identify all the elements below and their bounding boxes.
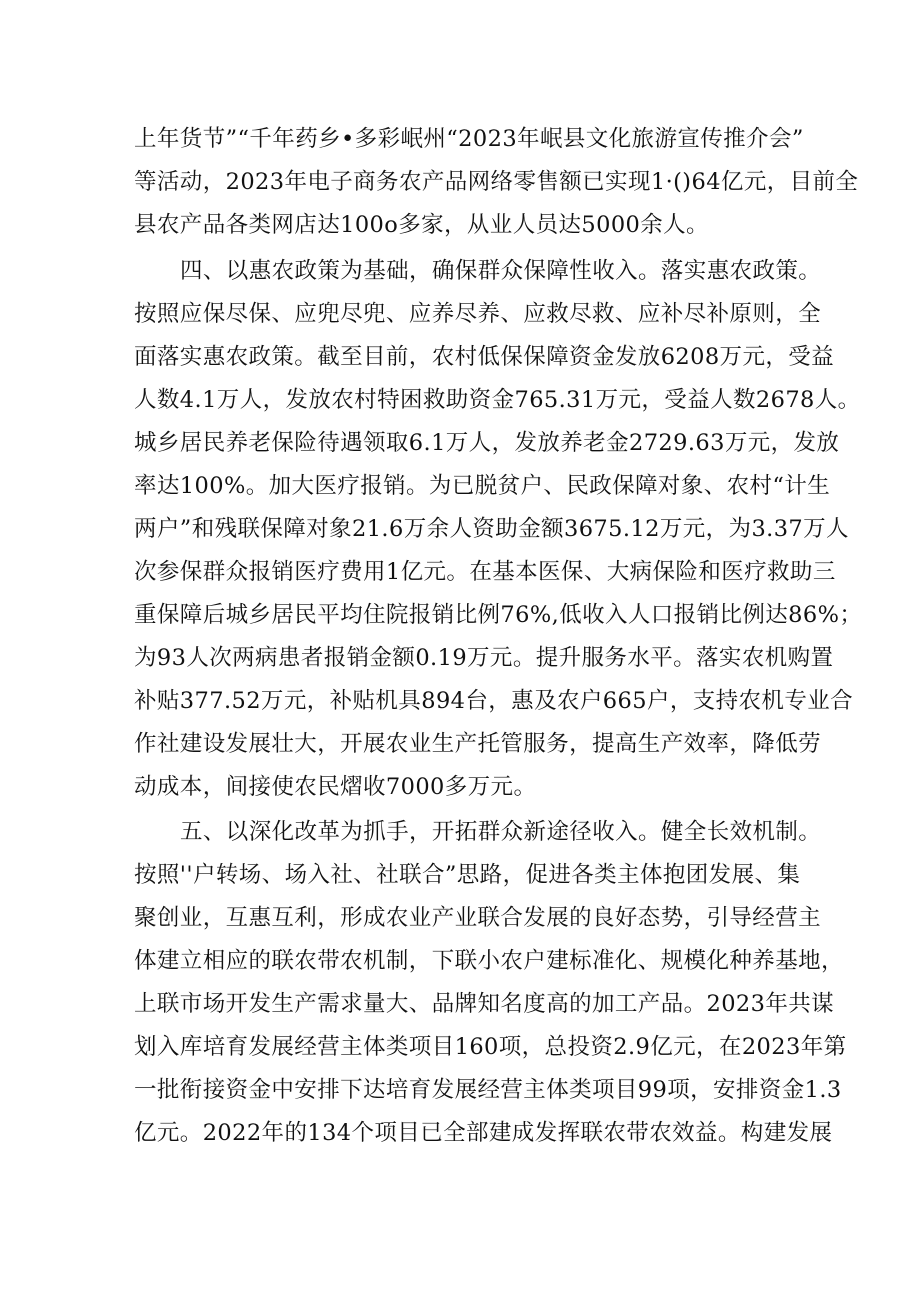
- text-line: 人数4.1万人，发放农村特困救助资金765.31万元，受益人数2678人。: [134, 387, 861, 413]
- text-line: 为93人次两病患者报销金额0.19万元。提升服务水平。落实农机购置: [134, 645, 834, 671]
- text-line: 亿元。2022年的134个项目已全部建成发挥联农带农效益。构建发展: [134, 1120, 833, 1146]
- text-line: 上联市场开发生产需求量大、品牌知名度高的加工产品。2023年共谋: [134, 991, 835, 1017]
- text-line: 重保障后城乡居民平均住院报销比例76%,低收入人口报销比例达86%；: [134, 602, 863, 628]
- text-line: 聚创业，互惠互利，形成农业产业联合发展的良好态势，引导经营主: [134, 905, 822, 931]
- section-heading-line: 五、以深化改革为抓手，开拓群众新途径收入。健全长效机制。: [180, 819, 822, 845]
- text-line: 补贴377.52万元，补贴机具894台，惠及农户665户，支持农机专业合: [134, 688, 854, 714]
- text-line: 率达100%。加大医疗报销。为已脱贫户、民政保障对象、农村“计生: [134, 473, 831, 499]
- text-line: 次参保群众报销医疗费用1亿元。在基本医保、大病保险和医疗救助三: [134, 559, 836, 585]
- text-line: 划入库培育发展经营主体类项目160项，总投资2.9亿元，在2023年第: [134, 1034, 847, 1060]
- text-line: 按照''户转场、场入社、社联合”思路，促进各类主体抱团发展、集: [134, 862, 801, 888]
- text-line: 一批衔接资金中安排下达培育发展经营主体类项目99项，安排资金1.3: [134, 1077, 842, 1103]
- text-line: 城乡居民养老保险待遇领取6.1万人，发放养老金2729.63万元，发放: [134, 430, 840, 456]
- section-heading-line: 四、以惠农政策为基础，确保群众保障性收入。落实惠农政策。: [180, 258, 822, 284]
- text-line: 按照应保尽保、应兜尽兜、应养尽养、应救尽救、应补尽补原则，全: [134, 301, 822, 327]
- text-line: 两户”和残联保障对象21.6万余人资助金额3675.12万元，为3.37万人: [134, 516, 849, 542]
- text-line: 面落实惠农政策。截至目前，农村低保保障资金发放6208万元，受益: [134, 344, 835, 370]
- text-line: 动成本，间接使农民熠收7000多万元。: [134, 774, 537, 800]
- text-line: 上年货节”“千年药乡•多彩岷州“2023年岷县文化旅游宣传推介会”: [134, 126, 804, 152]
- text-line: 等活动，2023年电子商务农产品网络零售额已实现1·()64亿元，目前全: [134, 169, 859, 195]
- text-line: 县农产品各类网店达100o多家，从业人员达5000余人。: [134, 212, 709, 238]
- text-line: 体建立相应的联农带农机制，下联小农户建标准化、规模化种养基地，: [134, 948, 844, 974]
- text-line: 作社建设发展壮大，开展农业生产托管服务，提高生产效率，降低劳: [134, 731, 822, 757]
